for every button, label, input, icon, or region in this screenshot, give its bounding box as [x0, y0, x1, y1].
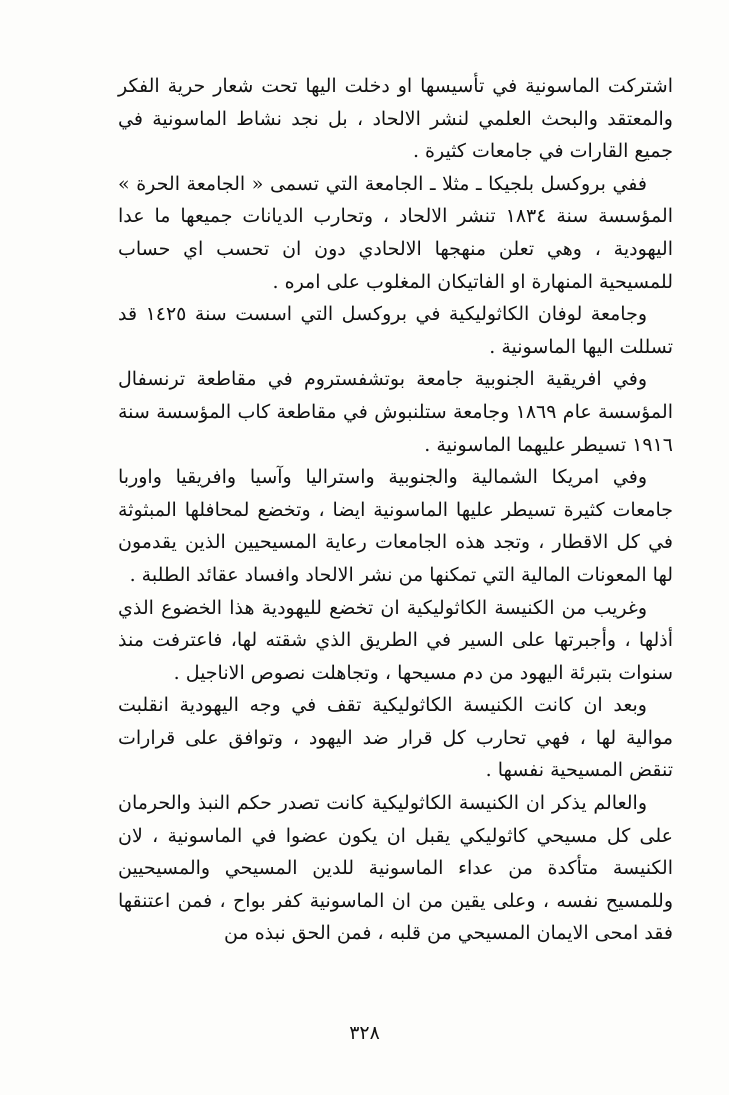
body-text [118, 70, 673, 950]
paragraph-8: والعالم يذكر ان الكنيسة الكاثوليكية كانت تصدر حكم النبذ والحرمان على كل مسيحي كاثوليكي يقبل ان يكون عضوا في الماسونية ، لان الكنيسة متأكدة من عداء الماسونية للدين المسيحي والمسيحيين وللمسيح نفسه ، وعلى يقين من ان الماسونية كفر بواح ، فمن اعتنقها فقد امحى الايمان المسيحي من قلبه ، فمن الحق نبذه من [118, 792, 673, 945]
paragraph-3: وجامعة لوفان الكاثوليكية في بروكسل التي اسست سنة ١٤٢٥ قد تسللت اليها الماسونية . [118, 303, 673, 358]
page-number: ٣٢٨ [349, 1022, 380, 1044]
paragraph-6: وغريب من الكنيسة الكاثوليكية ان تخضع لليهودية هذا الخضوع الذي أذلها ، وأجبرتها على السير في الطريق الذي شقته لها، فاعترفت منذ سنوات بتبرئة اليهود من دم مسيحها ، وتجاهلت نصوص الاناجيل . [118, 596, 673, 684]
paragraph-5: وفي امريكا الشمالية والجنوبية واستراليا وآسيا وافريقيا واوربا جامعات كثيرة تسيطر عليها الماسونية ايضا ، وتخضع لمحافلها المبثوثة في كل الاقطار ، وتجد هذه الجامعات رعاية المسيحيين الذين يقدمون لها المعونات المالية التي تمكنها من نشر الالحاد وافساد عقائد الطلبة . [118, 466, 673, 586]
paragraph-2: ففي بروكسل بلجيكا ـ مثلا ـ الجامعة التي تسمى « الجامعة الحرة » المؤسسة سنة ١٨٣٤ تنشر الالحاد ، وتحارب الديانات جميعها ما عدا اليهودية ، وهي تعلن منهجها الالحادي دون ان تحسب اي حساب للمسيحية المنهارة او الفاتيكان المغلوب على امره . [118, 172, 674, 293]
paragraph-1: اشتركت الماسونية في تأسيسها او دخلت اليها تحت شعار حرية الفكر والمعتقد والبحث العلمي لنشر الالحاد ، بل نجد نشاط الماسونية في جميع القارات في جامعات كثيرة . [118, 75, 673, 163]
paragraph-7: وبعد ان كانت الكنيسة الكاثوليكية تقف في وجه اليهودية انقلبت موالية لها ، فهي تحارب كل قرار ضد اليهود ، وتوافق على قرارات تنقض المسيحية نفسها . [118, 694, 673, 782]
paragraph-4: وفي افريقية الجنوبية جامعة بوتشفستروم في مقاطعة ترنسفال المؤسسة عام ١٨٦٩ وجامعة ستلنبوش في مقاطعة كاب المؤسسة سنة ١٩١٦ تسيطر عليهما الماسونية . [118, 368, 673, 456]
